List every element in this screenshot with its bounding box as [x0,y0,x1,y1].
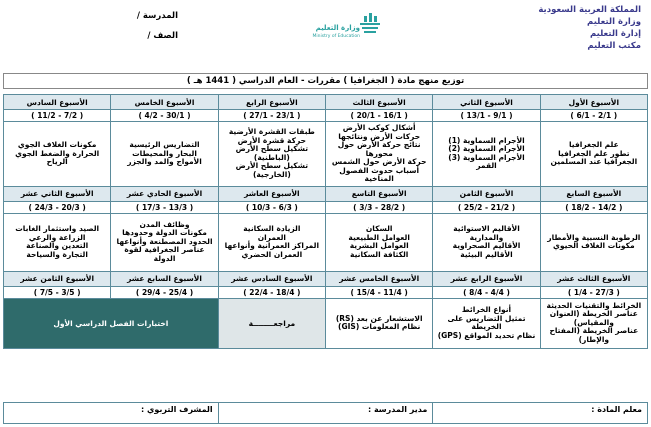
week-dates: ( 21/2 - 25/2 ) [433,201,540,213]
week-dates: ( 7/2 - 11/2 ) [4,110,111,122]
lesson: الحدود المصطنعة وأنواعها [116,236,213,246]
lesson: الجغرافيا عند المسلمين [550,157,638,166]
lessons-cell [218,213,325,271]
ministry-line: وزارة التعليم [587,17,641,27]
lesson: التعدين والصناعة [26,241,89,250]
lessons-cell [4,213,111,271]
week-header: الأسبوع الثامن عشر [4,271,111,286]
week-header: الأسبوع الثاني عشر [4,186,111,201]
curriculum-table [3,94,648,349]
week-dates: ( 11/4 - 15/4 ) [326,286,433,298]
lessons-cell [4,122,111,187]
teacher-signature: معلم المادة : [433,403,648,424]
ministry-logo [300,10,384,52]
week-dates: ( 25/4 - 29/4 ) [111,286,218,298]
week-header: الأسبوع الثالث [326,95,433,110]
lesson: الخرائط والتقنيات الحديثة [546,300,642,310]
lesson: عناصر الخريطة (المفتاح والإطار) [549,326,639,344]
lesson: نظام المعلومات (GIS) [338,322,421,331]
lesson: مكونات الغلاف الجوي [17,140,97,149]
week-dates: ( 20/3 - 24/3 ) [4,201,111,213]
lesson: السكان [365,224,393,233]
lessons-cell [111,213,218,271]
review-cell: مراجعــــــــة [218,298,325,348]
ministry-line: المملكة العربية السعودية [538,5,641,15]
lesson: نتائج حركة الأرض حول محورها [337,140,421,158]
lesson: الأجرام السماوية (2) [448,144,525,154]
lesson: عناصر الخريطة (العنوان والمقياس) [549,309,638,327]
lesson: مكونات الدولة وحدودها [122,228,207,238]
week-dates: ( 30/1 - 4/2 ) [111,110,218,122]
week-dates: ( 2/1 - 6/1 ) [540,110,647,122]
lessons-cell [433,122,540,187]
ministry-line: إدارة التعليم [589,29,641,39]
lessons-cell [218,122,325,187]
week-dates: ( 18/4 - 22/4 ) [218,286,325,298]
lesson: العمران [257,232,286,242]
lessons-cell [540,213,647,271]
week-dates: ( 4/4 - 8/4 ) [433,286,540,298]
lessons-row [4,122,648,187]
weeks-row [4,186,648,201]
lesson: أنواع الخرائط [461,305,512,314]
lesson: الزراعة والرعي [28,232,86,242]
lesson: طبقات القشرة الأرضية [228,127,315,137]
lesson: حركة قشرة الأرض [237,135,307,145]
lesson: الزيادة السكانية [243,224,301,233]
supervisor-signature: المشرف التربوي : [4,403,219,424]
lesson: تطور علم الجغرافيا [558,148,630,158]
week-dates: ( 6/3 - 10/3 ) [218,201,325,213]
lesson: وظائف المدن [139,219,190,229]
week-dates: ( 27/3 - 1/4 ) [540,286,647,298]
school-label: المدرسة / [136,11,178,21]
lessons-row [4,213,648,271]
week-header: الأسبوع الثامن [433,186,540,201]
lesson: الاستشعار عن بعد (RS) [335,313,423,323]
school-info [118,6,178,46]
week-dates: ( 9/1 - 13/1 ) [433,110,540,122]
page-title: توزيع منهج مادة ( الجغرافيا ) مقررات - العام الدراسي ( 1441 هـ ) [3,73,648,89]
lesson: الأقاليم البيئية [460,249,513,259]
week-header: الأسبوع العاشر [218,186,325,201]
lessons-cell [326,298,433,348]
lesson: الحرارة والضغط الجوي [15,148,100,158]
exam-cell: اختبارات الفصل الدراسي الأول [4,298,219,348]
lessons-cell [433,213,540,271]
week-dates: ( 14/2 - 18/2 ) [540,201,647,213]
week-header: الأسبوع السابع [540,186,647,201]
week-header: الأسبوع الرابع [218,95,325,110]
lesson: التجارة والسياحة [26,249,88,259]
lessons-cell [433,298,540,348]
dates-row [4,286,648,298]
week-header: الأسبوع الخامس [111,95,218,110]
lesson: أسباب حدوث الفصول المناخية [339,165,420,183]
lesson: تشكيل سطح الأرض (الخارجية) [235,161,309,179]
lesson: العمران الحضري [241,249,303,259]
weeks-row [4,95,648,110]
week-header: الأسبوع الرابع عشر [433,271,540,286]
lesson: البحار والمحيطات [132,148,197,158]
ministry-line: مكتب التعليم [587,41,641,51]
week-header: الأسبوع الخامس عشر [326,271,433,286]
week-dates: ( 23/1 - 27/1 ) [218,110,325,122]
lesson: مكونات الغلاف الحيوي [553,241,635,250]
lessons-cell [111,122,218,187]
lessons-row [4,298,648,348]
lesson: حركات الأرض ونتائجها [338,131,421,141]
class-label: الصف / [147,31,178,41]
lesson: الصيد واستثمار الغابات [15,224,100,233]
week-header: الأسبوع السادس [4,95,111,110]
lesson: القمر [476,161,497,171]
lesson: الرطوبة النسبية والأمطار [547,232,641,242]
week-dates: ( 13/3 - 17/3 ) [111,201,218,213]
week-header: الأسبوع الثاني [433,95,540,110]
week-header: الأسبوع الأول [540,95,647,110]
lesson: الأجرام السماوية (3) [448,152,525,162]
lesson: الكثافة السكانية [350,249,409,259]
logo-text: وزارة التعليم [315,24,360,32]
lesson: الأمواج والمد والجزر [127,157,202,166]
week-dates: ( 28/2 - 3/3 ) [326,201,433,213]
lesson: الأقاليم الصحراوية [452,241,521,250]
lesson: أشكال كوكب الأرض [342,123,416,132]
week-header: الأسبوع الثالث عشر [540,271,647,286]
lessons-cell [540,298,647,348]
signature-footer [3,402,648,424]
lesson: حركة الأرض حول الشمس [331,157,427,166]
lesson: علم الجغرافيا [568,140,619,149]
ministry-header [538,4,641,52]
principal-signature: مدير المدرسة : [218,403,433,424]
lesson: عناصر الجغرافية لقوة الدولة [124,245,205,263]
lesson: تمثيل التضاريس على الخريطة [447,313,526,331]
lesson: المراكز العمرانية وأنواعها [224,241,320,250]
lesson: العوامل البشرية [349,241,409,250]
lesson: العوامل الطبيعية [348,232,410,242]
weeks-row [4,271,648,286]
lessons-cell [326,122,433,187]
lesson: نظام تحديد المواقع (GPS) [437,330,536,340]
lesson: الأجرام السماوية (1) [448,135,525,145]
logo-subtext: Ministry of Education [312,34,360,39]
lesson: تشكيل سطح الأرض (الباطنية) [235,144,309,162]
week-dates: ( 16/1 - 20/1 ) [326,110,433,122]
week-header: الأسبوع الحادي عشر [111,186,218,201]
dates-row [4,201,648,213]
lesson: التضاريس الرئيسية [129,140,200,149]
week-header: الأسبوع التاسع [326,186,433,201]
lessons-cell [540,122,647,187]
dates-row [4,110,648,122]
week-header: الأسبوع السادس عشر [218,271,325,286]
week-header: الأسبوع السابع عشر [111,271,218,286]
lesson: الأقاليم الاستوائية والمدارية [453,224,520,242]
week-dates: ( 3/5 - 7/5 ) [4,286,111,298]
lessons-cell [326,213,433,271]
lesson: الرياح [46,157,68,166]
